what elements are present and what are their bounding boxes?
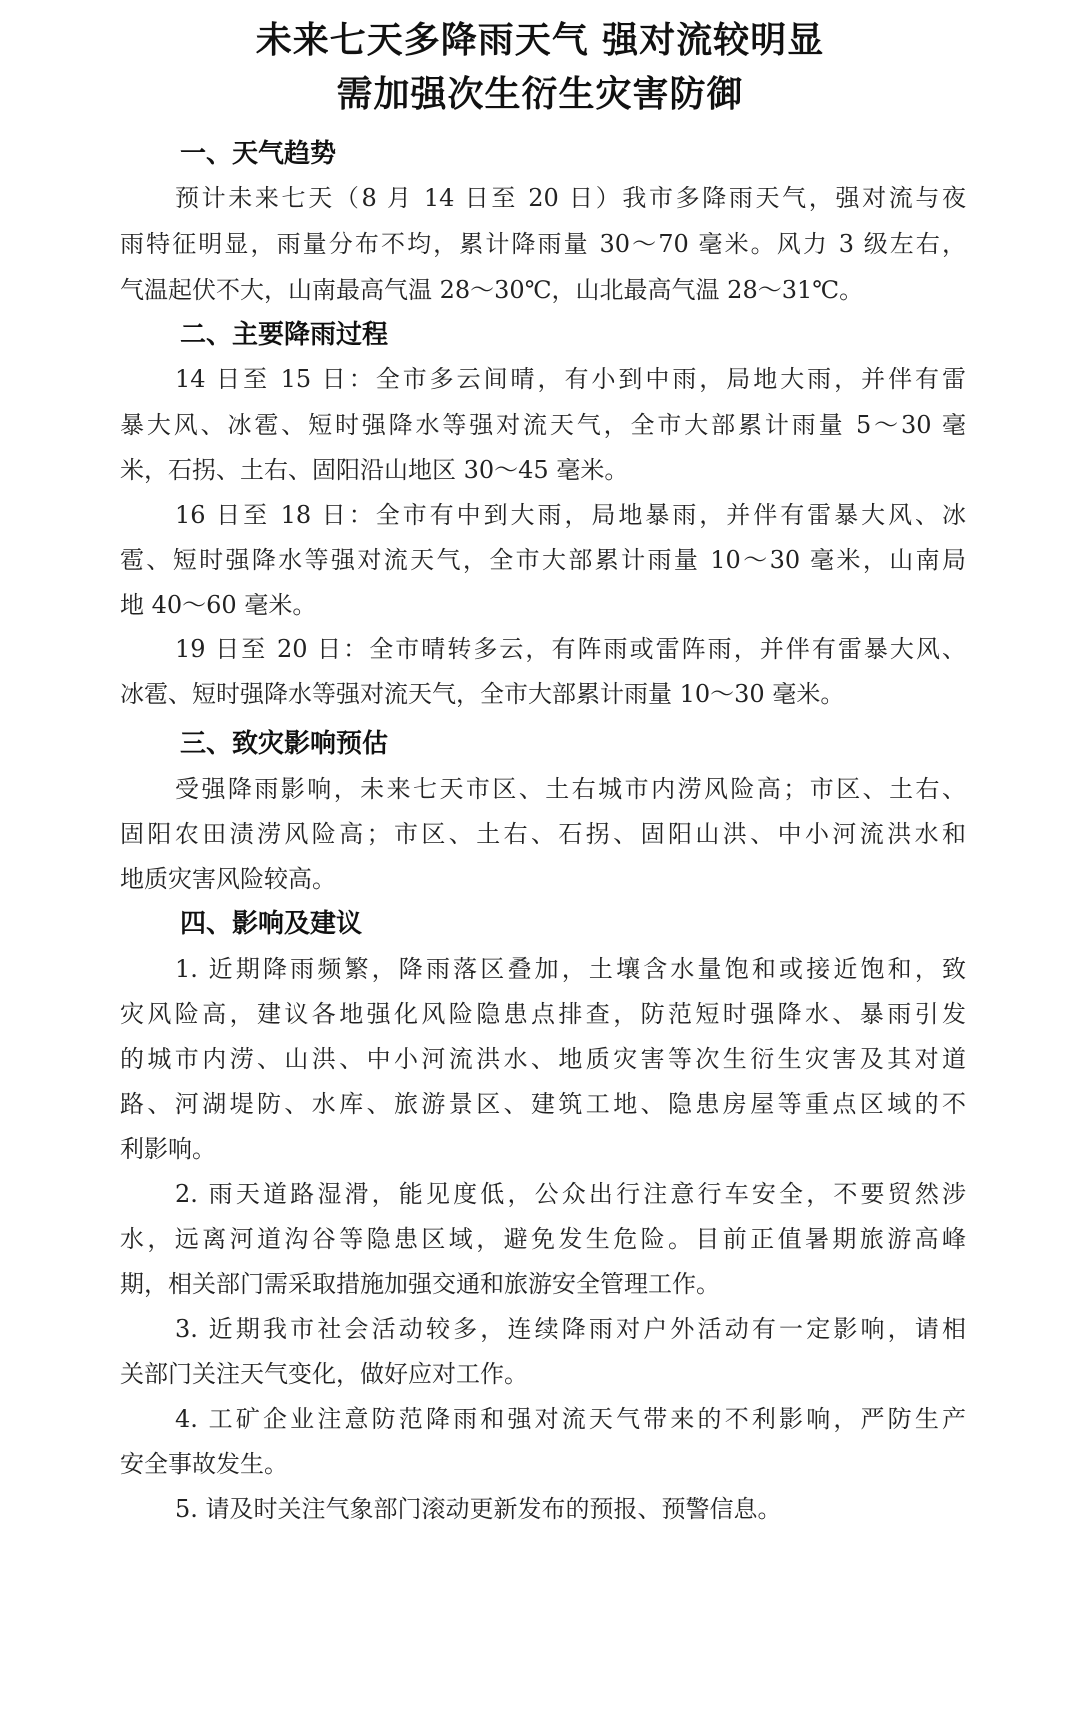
paragraph-line: 地 40～60 毫米。 (120, 591, 317, 619)
section-heading-main-rainfall: 二、主要降雨过程 (180, 320, 389, 350)
paragraph-line: 灾风险高，建议各地强化风险隐患点排查，防范短时强降水、暴雨引发 (120, 1000, 966, 1028)
paragraph-line: 期，相关部门需采取措施加强交通和旅游安全管理工作。 (120, 1270, 720, 1298)
paragraph-line: 预计未来七天（8 月 14 日至 20 日）我市多降雨天气，强对流与夜 (175, 184, 966, 212)
paragraph-line: 3. 近期我市社会活动较多，连续降雨对户外活动有一定影响，请相 (175, 1315, 966, 1343)
paragraph-line: 气温起伏不大，山南最高气温 28～30℃，山北最高气温 28～31℃。 (120, 276, 864, 304)
paragraph-line: 安全事故发生。 (120, 1450, 288, 1478)
paragraph-line: 14 日至 15 日：全市多云间晴，有小到中雨，局地大雨，并伴有雷 (175, 365, 966, 393)
paragraph-line: 1. 近期降雨频繁，降雨落区叠加，土壤含水量饱和或接近饱和，致 (175, 955, 966, 983)
section-heading-suggestions: 四、影响及建议 (180, 909, 363, 939)
paragraph-line: 关部门关注天气变化，做好应对工作。 (120, 1360, 528, 1388)
document-title-line-2: 需加强次生衍生灾害防御 (336, 74, 744, 115)
paragraph-line: 的城市内涝、山洪、中小河流洪水、地质灾害等次生衍生灾害及其对道 (120, 1045, 966, 1073)
paragraph-line: 利影响。 (120, 1135, 216, 1163)
paragraph-line: 米，石拐、土右、固阳沿山地区 30～45 毫米。 (120, 456, 629, 484)
paragraph-line: 固阳农田渍涝风险高；市区、土右、石拐、固阳山洪、中小河流洪水和 (120, 820, 966, 848)
paragraph-line: 19 日至 20 日：全市晴转多云，有阵雨或雷阵雨，并伴有雷暴大风、 (175, 635, 966, 663)
section-heading-disaster-impact: 三、致灾影响预估 (180, 729, 389, 759)
document-title-line-1: 未来七天多降雨天气 强对流较明显 (255, 20, 825, 61)
paragraph-line: 2. 雨天道路湿滑，能见度低，公众出行注意行车安全，不要贸然涉 (175, 1180, 966, 1208)
paragraph-line: 地质灾害风险较高。 (120, 865, 336, 893)
paragraph-line: 暴大风、冰雹、短时强降水等强对流天气，全市大部累计雨量 5～30 毫 (120, 411, 966, 439)
paragraph-line: 受强降雨影响，未来七天市区、土右城市内涝风险高；市区、土右、 (175, 775, 966, 803)
section-heading-weather-trend: 一、天气趋势 (180, 139, 337, 169)
paragraph-line: 冰雹、短时强降水等强对流天气，全市大部累计雨量 10～30 毫米。 (120, 680, 845, 708)
paragraph-line: 水，远离河道沟谷等隐患区域，避免发生危险。目前正值暑期旅游高峰 (120, 1225, 966, 1253)
paragraph-line: 雹、短时强降水等强对流天气，全市大部累计雨量 10～30 毫米，山南局 (120, 546, 966, 574)
paragraph-line: 5. 请及时关注气象部门滚动更新发布的预报、预警信息。 (175, 1495, 782, 1523)
paragraph-line: 16 日至 18 日：全市有中到大雨，局地暴雨，并伴有雷暴大风、冰 (175, 501, 966, 529)
paragraph-line: 雨特征明显，雨量分布不均，累计降雨量 30～70 毫米。风力 3 级左右， (120, 230, 966, 258)
paragraph-line: 4. 工矿企业注意防范降雨和强对流天气带来的不利影响，严防生产 (175, 1405, 966, 1433)
paragraph-line: 路、河湖堤防、水库、旅游景区、建筑工地、隐患房屋等重点区域的不 (120, 1090, 966, 1118)
